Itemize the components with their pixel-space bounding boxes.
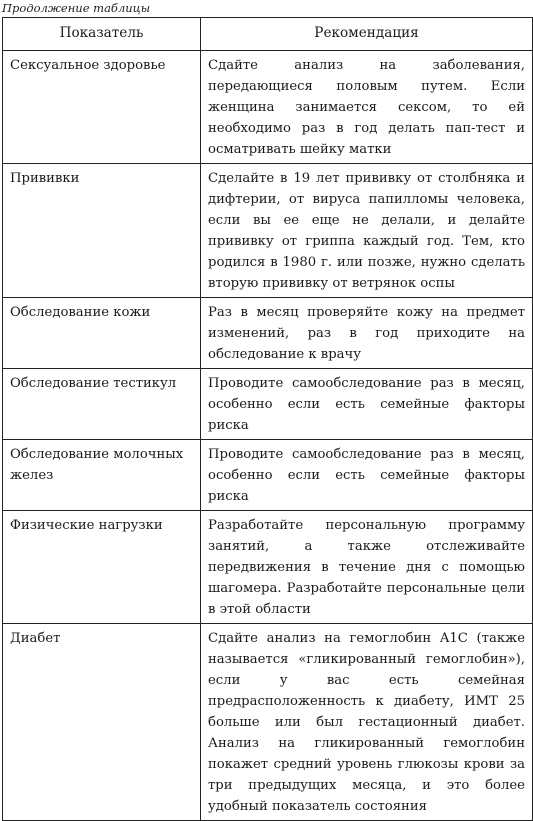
table-row xyxy=(3,164,533,298)
table-row xyxy=(3,624,533,821)
row-recommendation: Сдайте анализ на гемоглобин A1C (также называется «гликированный гемоглобин»), если у вас есть семейная предрасположенность к диабету, ИМТ 25 больше или был гестационный диабет. Анализ на гликированный гемоглобин покажет средний уровень глюкозы крови за три предыдущих месяца, и это более удобный показатель состояния xyxy=(201,624,533,821)
row-parameter: Физические нагрузки xyxy=(3,511,201,624)
table-continuation-caption: Продолжение таблицы xyxy=(2,1,151,15)
table-row xyxy=(3,440,533,511)
table-row xyxy=(3,298,533,369)
row-recommendation: Проводите самообследование раз в месяц, особенно если есть семейные факторы риска xyxy=(201,369,533,440)
table-row xyxy=(3,369,533,440)
row-parameter: Обследование молочных желез xyxy=(3,440,201,511)
row-recommendation: Сделайте в 19 лет прививку от столбняка и дифтерии, от вируса папилломы человека, если вы ее еще не делали, и делайте прививку от гриппа каждый год. Тем, кто родился в 1980 г. или позже, нужно сделать вторую прививку от ветрянок оспы xyxy=(201,164,533,298)
row-parameter: Диабет xyxy=(3,624,201,821)
column-header-parameter: Показатель xyxy=(3,18,201,51)
row-parameter: Сексуальное здоровье xyxy=(3,51,201,164)
recommendations-table xyxy=(2,17,533,821)
row-recommendation: Разработайте персональную программу занятий, а также отслеживайте передвижения в течение дня с помощью шагомера. Разработайте персональные цели в этой области xyxy=(201,511,533,624)
row-parameter: Обследование кожи xyxy=(3,298,201,369)
row-recommendation: Раз в месяц проверяйте кожу на предмет изменений, раз в год приходите на обследование к врачу xyxy=(201,298,533,369)
row-recommendation: Проводите самообследование раз в месяц, особенно если есть семейные факторы риска xyxy=(201,440,533,511)
row-recommendation: Сдайте анализ на заболевания, передающиеся половым путем. Если женщина занимается сексом, то ей необходимо раз в год делать пап-тест и осматривать шейку матки xyxy=(201,51,533,164)
row-parameter: Прививки xyxy=(3,164,201,298)
table-row xyxy=(3,511,533,624)
row-parameter: Обследование тестикул xyxy=(3,369,201,440)
column-header-recommendation: Рекомендация xyxy=(201,18,533,51)
table-header-row xyxy=(3,18,533,51)
table-row xyxy=(3,51,533,164)
